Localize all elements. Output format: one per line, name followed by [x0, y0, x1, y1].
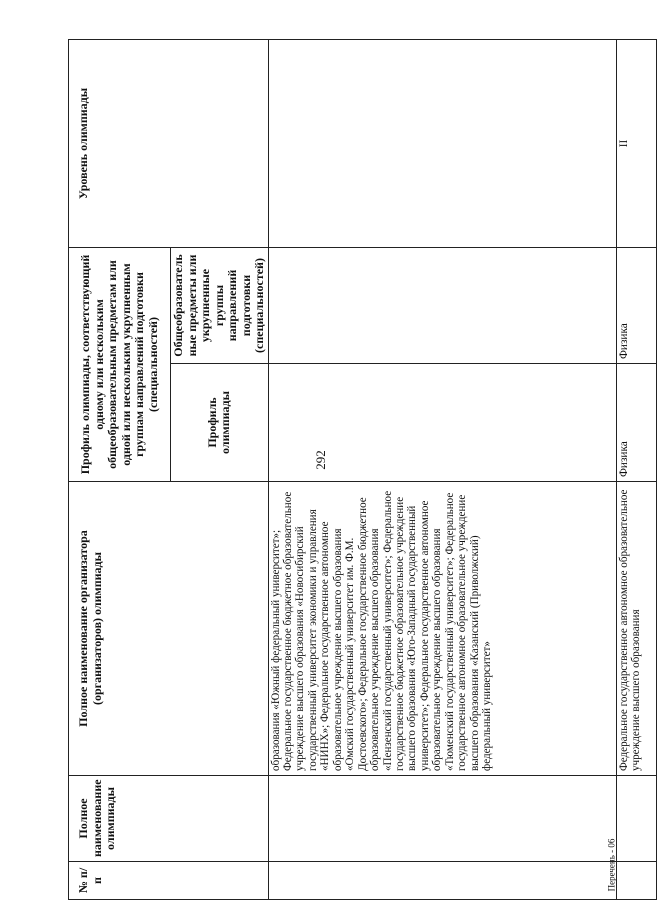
footer-label: Перечень - 06	[606, 838, 616, 892]
cell-num	[616, 862, 656, 900]
table-row	[268, 40, 616, 900]
header-profile: Профиль олимпиады	[171, 364, 269, 482]
cell-level	[268, 40, 616, 248]
rotated-page	[68, 40, 642, 900]
page-number: 292	[313, 450, 328, 470]
header-num: № п/п	[69, 862, 269, 900]
table-row	[616, 40, 656, 900]
olympiad-table	[68, 39, 657, 900]
cell-subjects	[268, 248, 616, 364]
header-organizers: Полное наименование организатора (организаторов) олимпиады	[69, 482, 269, 776]
header-subjects: Общеобразователь ные предметы или укрупненные группы направлений подготовки (специальностей)	[171, 248, 269, 364]
cell-subjects: Физика	[616, 248, 656, 364]
cell-profile	[268, 364, 616, 482]
cell-organizers: образования «Южный федеральный университет»; Федеральное государственное бюджетное образовательное учреждение высшего образования «Новосибирский государственный университет экономики и управления «НИНХ»; Федеральное государственное автономное образовательное учреждение высшего образования «Омский государственный университет им. Ф.М. Достоевского»; Федеральное государственное бюджетное образовательное учреждение высшего образования «Пензенский государственный университет»; Федеральное государственное бюджетное образовательное учреждение высшего образования «Юго-Западный государственный университет»; Федеральное государственное автономное образовательное учреждение высшего образования «Тюменский государственный университет»; Федеральное государственное автономное образовательное учреждение высшего образования «Казанский (Приволжский) федеральный университет»	[268, 482, 616, 776]
header-profile-group: Профиль олимпиады, соответствующий одному или нескольким общеобразовательным предметам или одной или нескольким укрупненным группам направлений подготовки (специальностей)	[69, 248, 171, 482]
cell-olympiad-name	[268, 776, 616, 862]
cell-level: II	[616, 40, 656, 248]
cell-profile: Физика	[616, 364, 656, 482]
header-level: Уровень олимпиады	[69, 40, 269, 248]
header-olympiad-name: Полное наименование олимпиады	[69, 776, 269, 862]
cell-num	[268, 862, 616, 900]
cell-olympiad-name	[616, 776, 656, 862]
cell-organizers: Федеральное государственное автономное образовательное учреждение высшего образования	[616, 482, 656, 776]
